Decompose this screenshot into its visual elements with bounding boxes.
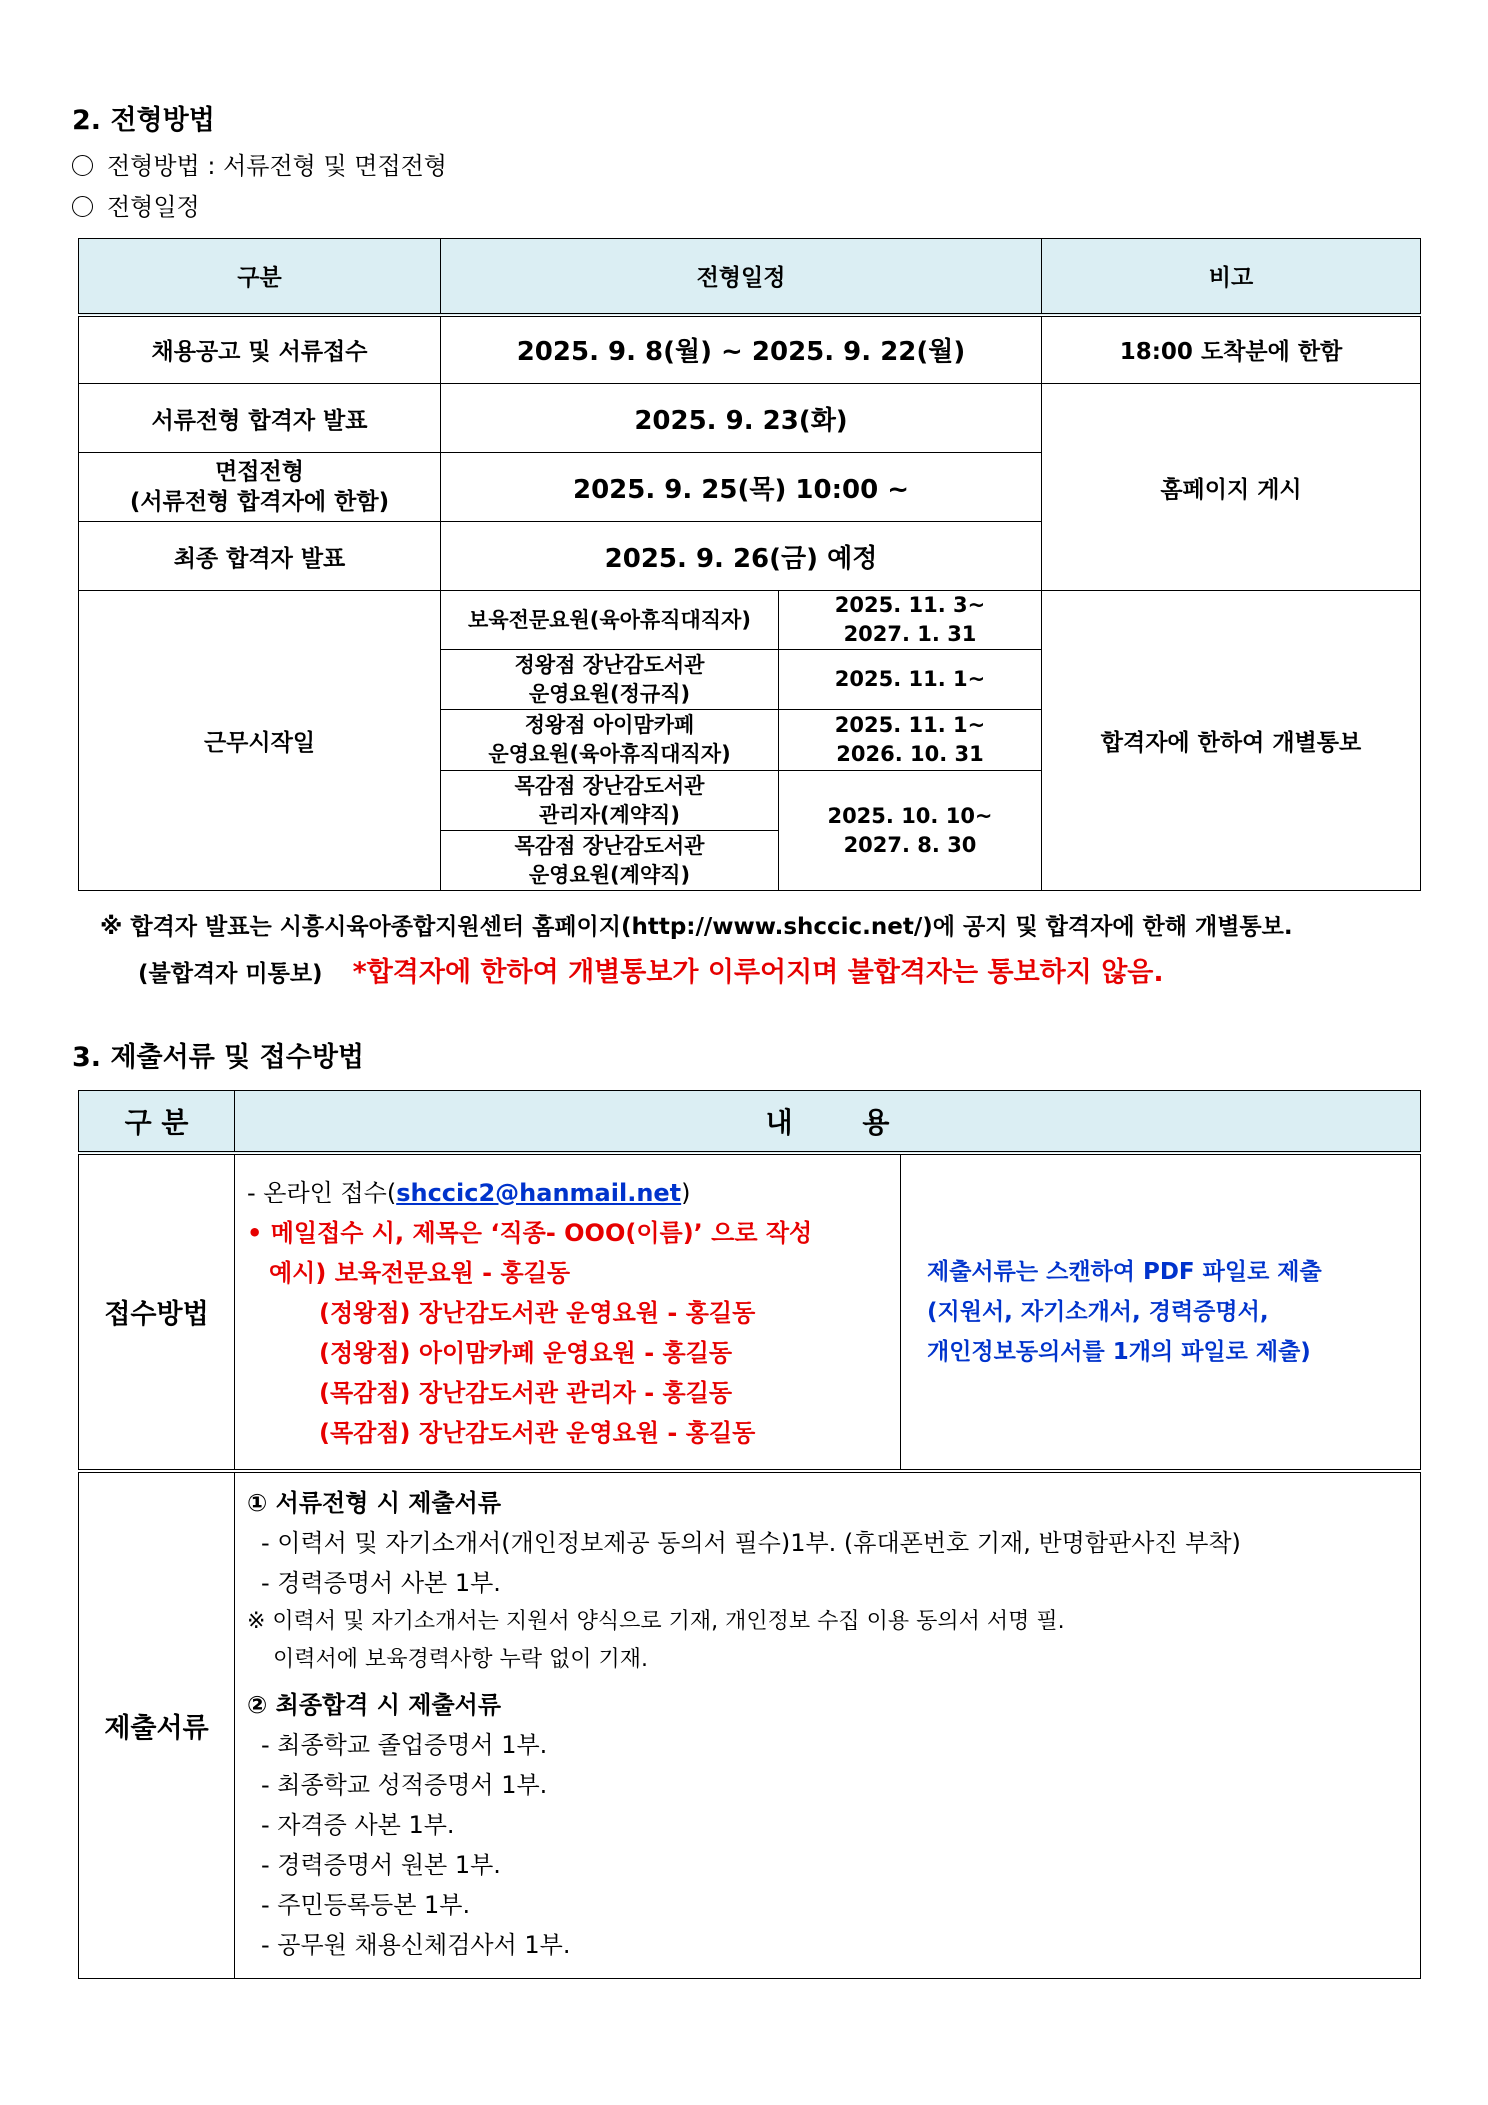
bullet-method-text: 전형방법 : 서류전형 및 면접전형 (107, 152, 447, 180)
second-stage-item: - 공무원 채용신체검사서 1부. (261, 1930, 571, 1959)
position-line1: 목감점 장난감도서관 (514, 833, 705, 858)
red-line: (정왕점) 장난감도서관 운영요원 - 홍길동 (319, 1298, 756, 1327)
row-category (79, 453, 441, 522)
pdf-note-line: 개인정보동의서를 1개의 파일로 제출) (927, 1338, 1311, 1365)
row-date: 2025. 9. 23(화) (441, 384, 1042, 453)
online-prefix: - 온라인 접수( (247, 1178, 397, 1207)
work-start-label: 근무시작일 (79, 591, 441, 891)
second-stage-title: ② 최종합격 시 제출서류 (247, 1690, 502, 1719)
red-line: • 메일접수 시, 제목은 ‘직종- OOO(이름)’ 으로 작성 (247, 1218, 813, 1247)
first-stage-item: - 이력서 및 자기소개서(개인정보제공 동의서 필수)1부. (휴대폰번호 기재, 반명함판사진 부착) (261, 1528, 1241, 1557)
second-stage-item: - 자격증 사본 1부. (261, 1810, 455, 1839)
position-line2: 운영요원(정규직) (528, 681, 691, 706)
circle-bullet-icon (72, 196, 93, 217)
row-date: 2025. 9. 8(월) ~ 2025. 9. 22(월) (441, 315, 1042, 384)
row-note: 18:00 도착분에 한함 (1042, 315, 1421, 384)
notice-red: *합격자에 한하여 개별통보가 이루어지며 불합격자는 통보하지 않음. (352, 957, 1164, 988)
position-line2: 운영요원(육아휴직대직자) (488, 742, 731, 766)
second-stage-item: - 주민등록등본 1부. (261, 1890, 471, 1919)
date-line1: 2025. 10. 10~ (827, 803, 993, 828)
circle-bullet-icon (72, 155, 93, 176)
row-category-line2: (서류전형 합격자에 한함) (129, 489, 390, 515)
section-3-title: 3. 제출서류 및 접수방법 (72, 1042, 364, 1073)
pdf-note-line: 제출서류는 스캔하여 PDF 파일로 제출 (927, 1258, 1322, 1285)
first-stage-note: ※ 이력서 및 자기소개서는 지원서 양식으로 기재, 개인정보 수집 이용 동의서 서명 필. (247, 1608, 1065, 1634)
red-line: 예시) 보육전문요원 - 홍길동 (269, 1258, 571, 1287)
position-line1: 정왕점 장난감도서관 (514, 652, 705, 677)
header-contents: 내 용 (235, 1091, 1421, 1153)
date-cell (779, 710, 1042, 771)
row-category: 서류전형 합격자 발표 (79, 384, 441, 453)
method-pdf-note (901, 1153, 1421, 1471)
date-line1: 2025. 11. 3~ (834, 593, 986, 617)
position-line1: 목감점 장난감도서관 (514, 773, 705, 798)
red-line: (목감점) 장난감도서관 관리자 - 홍길동 (319, 1378, 733, 1407)
date-cell (779, 650, 1042, 710)
online-line (247, 1173, 900, 1213)
merged-note: 홈페이지 게시 (1042, 384, 1421, 591)
online-suffix: ) (681, 1178, 691, 1207)
position-line2: 관리자(계약직) (539, 802, 680, 827)
row-category: 채용공고 및 서류접수 (79, 315, 441, 384)
second-stage-item: - 경력증명서 원본 1부. (261, 1850, 501, 1879)
method-content (235, 1153, 901, 1471)
header-category: 구분 (79, 239, 441, 315)
method-label: 접수방법 (79, 1153, 235, 1471)
header-division: 구 분 (79, 1091, 235, 1153)
first-stage-title: ① 서류전형 시 제출서류 (247, 1488, 502, 1517)
section-2-title: 2. 전형방법 (72, 105, 215, 136)
second-stage-item: - 최종학교 성적증명서 1부. (261, 1770, 548, 1799)
schedule-header-row (79, 239, 1421, 315)
schedule-table (78, 238, 1421, 891)
date-line1: 2025. 11. 1~ (834, 713, 986, 737)
documents-content (235, 1471, 1421, 1979)
documents-label: 제출서류 (79, 1471, 235, 1979)
submission-table (78, 1090, 1421, 1979)
header-note: 비고 (1042, 239, 1421, 315)
first-stage-note: 이력서에 보육경력사항 누락 없이 기재. (273, 1646, 648, 1672)
first-stage-item: - 경력증명서 사본 1부. (261, 1568, 501, 1597)
pdf-note-line: (지원서, 자기소개서, 경력증명서, (927, 1298, 1269, 1325)
position-cell (441, 831, 779, 891)
date-cell (779, 771, 1042, 891)
method-row (79, 1153, 1421, 1471)
position-cell (441, 710, 779, 771)
documents-row (79, 1471, 1421, 1979)
submission-header-row (79, 1091, 1421, 1153)
position-line1: 정왕점 아이맘카페 (524, 713, 695, 737)
work-start-row (79, 591, 1421, 650)
position-line1: 보육전문요원(육아휴직대직자) (468, 607, 751, 632)
row-category-line1: 면접전형 (215, 459, 304, 485)
red-line: (목감점) 장난감도서관 운영요원 - 홍길동 (319, 1418, 756, 1447)
schedule-row (79, 315, 1421, 384)
date-line1: 2025. 11. 1~ (834, 667, 986, 691)
second-stage-item: - 최종학교 졸업증명서 1부. (261, 1730, 548, 1759)
schedule-row (79, 384, 1421, 453)
work-start-note: 합격자에 한하여 개별통보 (1042, 591, 1421, 891)
date-cell (779, 591, 1042, 650)
date-line2: 2027. 8. 30 (843, 832, 977, 857)
email-link[interactable]: shccic2@hanmail.net (396, 1178, 682, 1207)
row-date: 2025. 9. 26(금) 예정 (441, 522, 1042, 591)
row-date: 2025. 9. 25(목) 10:00 ~ (441, 453, 1042, 522)
date-line2: 2026. 10. 31 (836, 742, 984, 766)
bullet-schedule (72, 187, 200, 222)
position-line2: 운영요원(계약직) (528, 862, 691, 887)
position-cell (441, 771, 779, 831)
position-cell (441, 591, 779, 650)
position-cell (441, 650, 779, 710)
notice-line1: ※ 합격자 발표는 시흥시육아종합지원센터 홈페이지(http://www.shccic.net/)에 공지 및 합격자에 한해 개별통보. (100, 914, 1293, 940)
notice-unsuccessful: (불합격자 미통보) (138, 961, 323, 987)
row-category: 최종 합격자 발표 (79, 522, 441, 591)
bullet-method (72, 146, 447, 181)
notice-line2 (138, 950, 1164, 989)
date-line2: 2027. 1. 31 (843, 622, 977, 646)
red-line: (정왕점) 아이맘카페 운영요원 - 홍길동 (319, 1338, 733, 1367)
bullet-schedule-text: 전형일정 (107, 193, 200, 221)
header-schedule: 전형일정 (441, 239, 1042, 315)
